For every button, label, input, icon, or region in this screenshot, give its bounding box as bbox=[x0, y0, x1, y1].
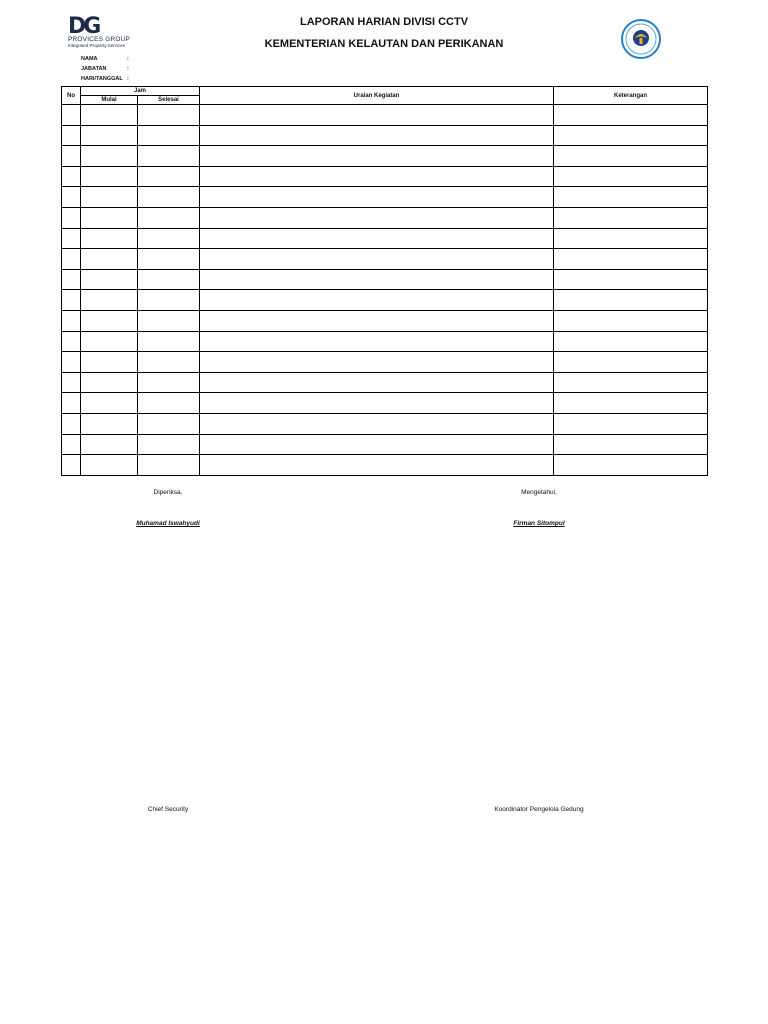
cell-selesai[interactable] bbox=[138, 269, 200, 290]
cell-uraian-kegiatan[interactable] bbox=[200, 166, 554, 187]
cell-mulai[interactable] bbox=[81, 146, 138, 167]
cell-no[interactable] bbox=[62, 372, 81, 393]
cell-mulai[interactable] bbox=[81, 187, 138, 208]
cell-mulai[interactable] bbox=[81, 331, 138, 352]
table-row bbox=[62, 455, 708, 476]
cell-mulai[interactable] bbox=[81, 455, 138, 476]
cell-keterangan[interactable] bbox=[554, 393, 708, 414]
signature-right-caption: Mengetahui, bbox=[521, 489, 557, 496]
cell-selesai[interactable] bbox=[138, 146, 200, 167]
cell-uraian-kegiatan[interactable] bbox=[200, 269, 554, 290]
table-row bbox=[62, 372, 708, 393]
cell-no[interactable] bbox=[62, 228, 81, 249]
cell-mulai[interactable] bbox=[81, 228, 138, 249]
cell-keterangan[interactable] bbox=[554, 269, 708, 290]
table-row bbox=[62, 166, 708, 187]
cell-mulai[interactable] bbox=[81, 166, 138, 187]
cell-uraian-kegiatan[interactable] bbox=[200, 434, 554, 455]
cell-keterangan[interactable] bbox=[554, 125, 708, 146]
cell-no[interactable] bbox=[62, 290, 81, 311]
table-row bbox=[62, 249, 708, 270]
cell-uraian-kegiatan[interactable] bbox=[200, 310, 554, 331]
cell-keterangan[interactable] bbox=[554, 228, 708, 249]
cell-uraian-kegiatan[interactable] bbox=[200, 393, 554, 414]
cell-no[interactable] bbox=[62, 413, 81, 434]
table-row bbox=[62, 187, 708, 208]
cell-no[interactable] bbox=[62, 125, 81, 146]
header-mulai: Mulai bbox=[81, 96, 138, 105]
info-row-nama bbox=[81, 56, 129, 62]
info-colon: : bbox=[127, 66, 129, 72]
cell-uraian-kegiatan[interactable] bbox=[200, 249, 554, 270]
cell-keterangan[interactable] bbox=[554, 187, 708, 208]
signature-left-position: Chief Security bbox=[147, 806, 189, 813]
cell-selesai[interactable] bbox=[138, 455, 200, 476]
cell-mulai[interactable] bbox=[81, 413, 138, 434]
cell-mulai[interactable] bbox=[81, 434, 138, 455]
cell-keterangan[interactable] bbox=[554, 331, 708, 352]
cell-selesai[interactable] bbox=[138, 310, 200, 331]
signature-left-caption: Diperiksa, bbox=[153, 489, 183, 496]
table-row bbox=[62, 331, 708, 352]
table-body bbox=[62, 105, 708, 476]
logo-mark: DG bbox=[68, 14, 99, 39]
cell-no[interactable] bbox=[62, 249, 81, 270]
info-colon: : bbox=[127, 76, 129, 82]
table-row bbox=[62, 105, 708, 126]
cell-keterangan[interactable] bbox=[554, 166, 708, 187]
cell-uraian-kegiatan[interactable] bbox=[200, 352, 554, 373]
cell-selesai[interactable] bbox=[138, 434, 200, 455]
cell-no[interactable] bbox=[62, 434, 81, 455]
cell-selesai[interactable] bbox=[138, 413, 200, 434]
table-row bbox=[62, 146, 708, 167]
table-row bbox=[62, 352, 708, 373]
cell-mulai[interactable] bbox=[81, 105, 138, 126]
cell-selesai[interactable] bbox=[138, 187, 200, 208]
ministry-emblem-icon bbox=[620, 18, 662, 60]
info-row-jabatan bbox=[81, 66, 129, 72]
header-no: No bbox=[62, 87, 81, 105]
cell-keterangan[interactable] bbox=[554, 455, 708, 476]
cell-selesai[interactable] bbox=[138, 393, 200, 414]
info-label: NAMA bbox=[81, 56, 98, 62]
cell-mulai[interactable] bbox=[81, 269, 138, 290]
cell-keterangan[interactable] bbox=[554, 310, 708, 331]
cell-selesai[interactable] bbox=[138, 331, 200, 352]
table-row bbox=[62, 413, 708, 434]
table-row bbox=[62, 290, 708, 311]
cell-uraian-kegiatan[interactable] bbox=[200, 228, 554, 249]
cell-selesai[interactable] bbox=[138, 105, 200, 126]
ministry-title: KEMENTERIAN KELAUTAN DAN PERIKANAN bbox=[264, 38, 504, 50]
table-row bbox=[62, 269, 708, 290]
cell-uraian-kegiatan[interactable] bbox=[200, 290, 554, 311]
cell-selesai[interactable] bbox=[138, 228, 200, 249]
cell-mulai[interactable] bbox=[81, 290, 138, 311]
table-row bbox=[62, 434, 708, 455]
cell-no[interactable] bbox=[62, 455, 81, 476]
header-uraian-kegiatan: Uraian Kegiatan bbox=[200, 87, 554, 105]
cell-keterangan[interactable] bbox=[554, 372, 708, 393]
info-label: HARI/TANGGAL bbox=[81, 76, 123, 82]
logo-company-name: PROVICES GROUP bbox=[68, 36, 131, 43]
cell-keterangan[interactable] bbox=[554, 146, 708, 167]
cell-selesai[interactable] bbox=[138, 207, 200, 228]
cell-keterangan[interactable] bbox=[554, 290, 708, 311]
cell-mulai[interactable] bbox=[81, 372, 138, 393]
cell-selesai[interactable] bbox=[138, 352, 200, 373]
cell-no[interactable] bbox=[62, 146, 81, 167]
cell-uraian-kegiatan[interactable] bbox=[200, 455, 554, 476]
info-row-hari-tanggal bbox=[81, 76, 129, 82]
cell-uraian-kegiatan[interactable] bbox=[200, 146, 554, 167]
cell-uraian-kegiatan[interactable] bbox=[200, 372, 554, 393]
cell-selesai[interactable] bbox=[138, 125, 200, 146]
cell-mulai[interactable] bbox=[81, 310, 138, 331]
cell-uraian-kegiatan[interactable] bbox=[200, 413, 554, 434]
cell-uraian-kegiatan[interactable] bbox=[200, 331, 554, 352]
cell-no[interactable] bbox=[62, 166, 81, 187]
cell-uraian-kegiatan[interactable] bbox=[200, 105, 554, 126]
table-row bbox=[62, 207, 708, 228]
cell-selesai[interactable] bbox=[138, 249, 200, 270]
cell-no[interactable] bbox=[62, 331, 81, 352]
cell-no[interactable] bbox=[62, 269, 81, 290]
cell-mulai[interactable] bbox=[81, 125, 138, 146]
cell-mulai[interactable] bbox=[81, 207, 138, 228]
report-title: LAPORAN HARIAN DIVISI CCTV bbox=[299, 16, 469, 28]
cell-no[interactable] bbox=[62, 393, 81, 414]
signature-left-name: Muhamad Iswahyudi bbox=[136, 520, 200, 527]
header-selesai: Selesai bbox=[138, 96, 200, 105]
cell-no[interactable] bbox=[62, 207, 81, 228]
table-row bbox=[62, 228, 708, 249]
cell-keterangan[interactable] bbox=[554, 352, 708, 373]
cell-no[interactable] bbox=[62, 105, 81, 126]
cell-uraian-kegiatan[interactable] bbox=[200, 125, 554, 146]
cell-no[interactable] bbox=[62, 352, 81, 373]
table-row bbox=[62, 125, 708, 146]
cell-keterangan[interactable] bbox=[554, 434, 708, 455]
cell-uraian-kegiatan[interactable] bbox=[200, 187, 554, 208]
cell-keterangan[interactable] bbox=[554, 105, 708, 126]
header-keterangan: Keterangan bbox=[554, 87, 708, 105]
cell-keterangan[interactable] bbox=[554, 413, 708, 434]
header-jam: Jam bbox=[81, 87, 200, 96]
cell-selesai[interactable] bbox=[138, 166, 200, 187]
cell-uraian-kegiatan[interactable] bbox=[200, 207, 554, 228]
cell-mulai[interactable] bbox=[81, 352, 138, 373]
cell-keterangan[interactable] bbox=[554, 207, 708, 228]
cell-mulai[interactable] bbox=[81, 393, 138, 414]
cell-no[interactable] bbox=[62, 310, 81, 331]
cell-selesai[interactable] bbox=[138, 372, 200, 393]
cell-keterangan[interactable] bbox=[554, 249, 708, 270]
signature-right-position: Koordinator Pengelola Gedung bbox=[494, 806, 584, 813]
table-row bbox=[62, 310, 708, 331]
cell-mulai[interactable] bbox=[81, 249, 138, 270]
info-label: JABATAN bbox=[81, 66, 107, 72]
activity-table bbox=[61, 86, 708, 476]
info-colon: : bbox=[127, 56, 129, 62]
cell-no[interactable] bbox=[62, 187, 81, 208]
cell-selesai[interactable] bbox=[138, 290, 200, 311]
logo-tagline: Integrated Property Services bbox=[68, 43, 126, 48]
signature-right-name: Firman Sitompul bbox=[513, 520, 565, 527]
table-row bbox=[62, 393, 708, 414]
